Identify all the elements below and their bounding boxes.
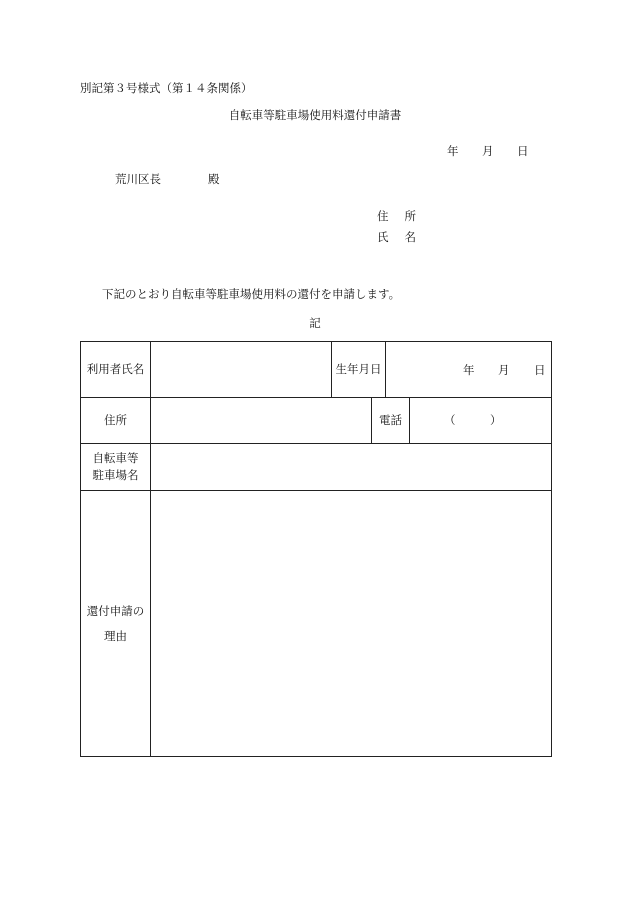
reason-field[interactable] bbox=[151, 491, 551, 756]
phone-label: 電話 bbox=[379, 412, 402, 427]
phone-field[interactable] bbox=[410, 398, 551, 443]
address-field[interactable] bbox=[151, 398, 371, 443]
date-day-label: 日 bbox=[517, 144, 529, 158]
date-year-label: 年 bbox=[447, 144, 459, 158]
form-number: 別記第３号様式（第１４条関係） bbox=[80, 81, 253, 95]
reason-label-line2: 理由 bbox=[104, 628, 127, 643]
user-name-label: 利用者氏名 bbox=[86, 361, 145, 376]
birth-month-label: 月 bbox=[498, 363, 510, 377]
phone-area-code-parens: （ ） bbox=[444, 412, 502, 427]
addressee: 荒川区長 bbox=[115, 172, 161, 186]
honorific: 殿 bbox=[208, 172, 220, 186]
user-name-field[interactable] bbox=[151, 342, 331, 397]
parking-label-line2: 駐車場名 bbox=[92, 468, 139, 482]
application-table bbox=[80, 341, 552, 757]
applicant-name-label: 氏名 bbox=[377, 230, 432, 244]
parking-name-field[interactable] bbox=[151, 444, 551, 490]
address-label: 住所 bbox=[104, 412, 127, 427]
birth-year-label: 年 bbox=[463, 363, 475, 377]
application-statement: 下記のとおり自転車等駐車場使用料の還付を申請します。 bbox=[102, 287, 401, 301]
birthdate-label: 生年月日 bbox=[335, 361, 382, 376]
birth-day-label: 日 bbox=[534, 363, 546, 377]
ki-heading: 記 bbox=[309, 316, 321, 330]
reason-label bbox=[81, 491, 150, 756]
form-title: 自転車等駐車場使用料還付申請書 bbox=[228, 108, 402, 122]
parking-label-line1: 自転車等 bbox=[92, 450, 139, 465]
birthdate-field[interactable] bbox=[386, 342, 551, 397]
date-month-label: 月 bbox=[482, 144, 494, 158]
parking-name-label bbox=[81, 444, 150, 490]
reason-label-line1: 還付申請の bbox=[86, 604, 145, 619]
applicant-address-label: 住所 bbox=[377, 209, 432, 223]
